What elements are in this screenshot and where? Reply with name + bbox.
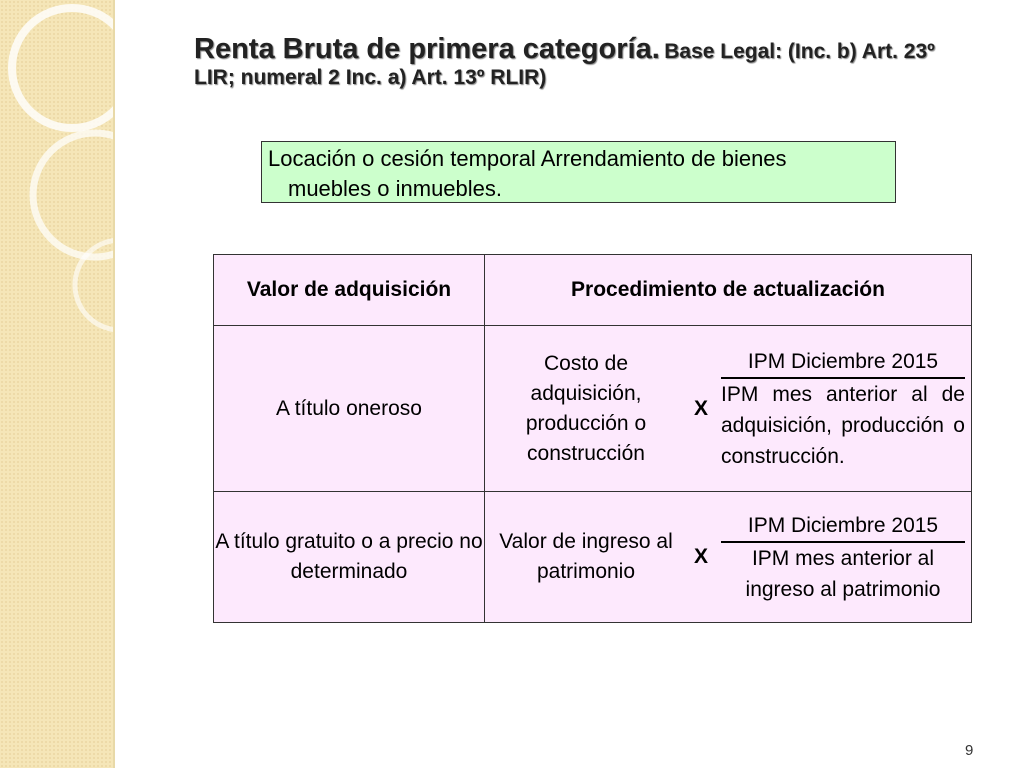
multiply-operator: X (693, 545, 708, 568)
base-value-text: Costo de adquisición, producción o construcción (525, 351, 647, 465)
decorative-circles (0, 0, 113, 768)
ipm-denominator: IPM mes anterior al ingreso al patrimonio (745, 546, 941, 601)
table-header-row (214, 255, 972, 326)
table-row (214, 326, 972, 492)
description-line-1: Locación o cesión temporal Arrendamiento de bienes (268, 146, 787, 171)
row-valor-cell: A título gratuito o a precio no determinado (214, 492, 485, 623)
ipm-factor (721, 510, 965, 605)
header-valor-adquisicion: Valor de adquisición (214, 255, 485, 326)
base-value-text: Valor de ingreso al patrimonio (499, 530, 673, 583)
category-description-box (261, 141, 896, 203)
header-procedimiento: Procedimiento de actualización (485, 255, 972, 326)
ipm-factor (721, 346, 965, 472)
multiply-operator: X (693, 396, 708, 420)
page-number: 9 (965, 742, 974, 759)
side-decoration-panel (0, 0, 115, 768)
update-procedure-table (213, 254, 972, 623)
ipm-numerator: IPM Diciembre 2015 (721, 510, 965, 543)
table-row (214, 492, 972, 623)
row-procedure-cell (485, 326, 972, 492)
ipm-denominator: IPM mes anterior al de adquisición, producción o construcción. (721, 382, 965, 468)
slide-title (194, 34, 974, 89)
description-line-2: muebles o inmuebles. (288, 176, 503, 201)
title-base-legal: Base Legal: (Inc. b) Art. 23º LIR; numeral 2 Inc. a) Art. 13º RLIR) (194, 40, 935, 89)
row-valor-cell: A título oneroso (214, 326, 485, 492)
ipm-numerator: IPM Diciembre 2015 (721, 346, 965, 379)
row-procedure-cell (485, 492, 972, 623)
title-main: Renta Bruta de primera categoría. (194, 33, 660, 65)
